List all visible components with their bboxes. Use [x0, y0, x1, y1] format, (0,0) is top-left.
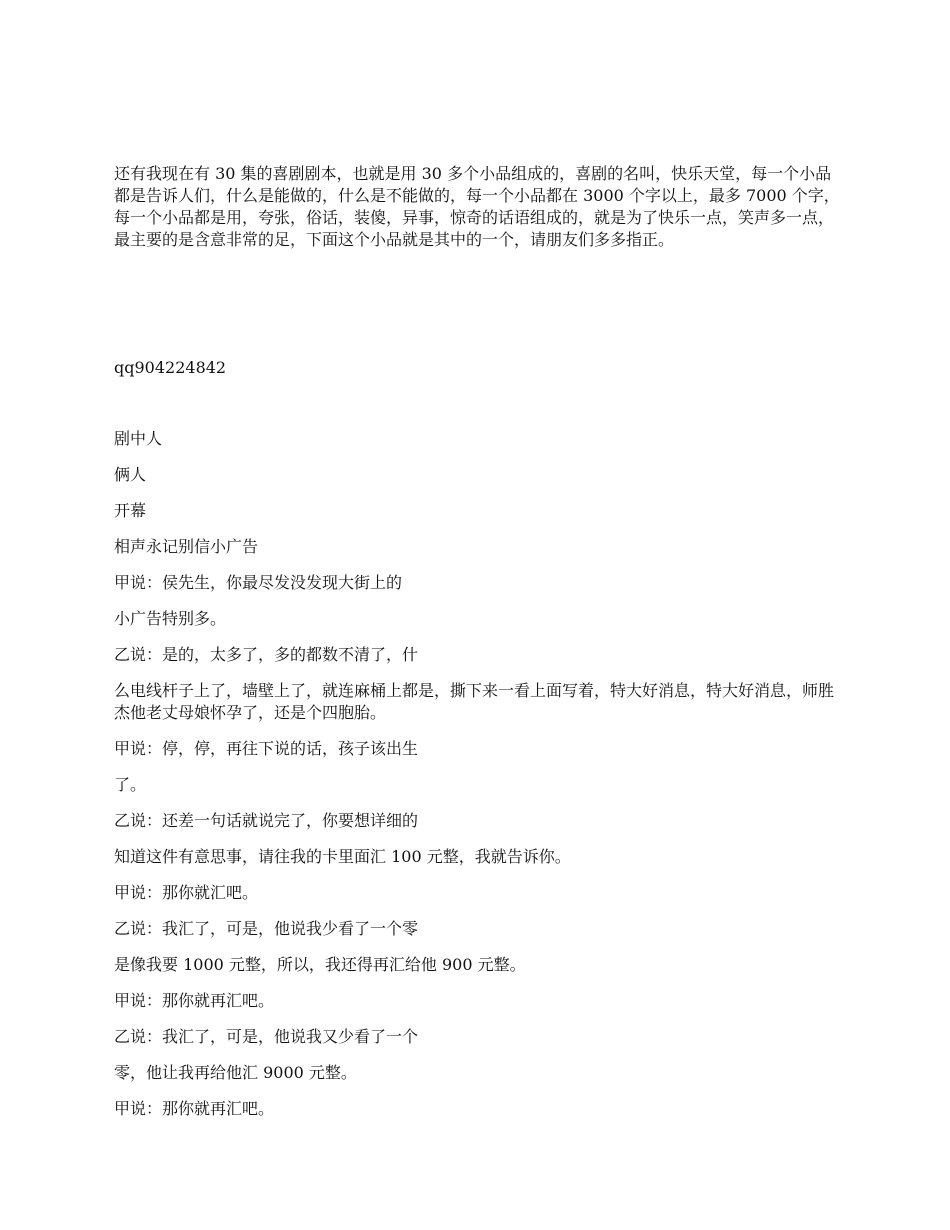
script-line: 甲说：那你就再汇吧。 [114, 1099, 275, 1118]
script-body [114, 428, 844, 1134]
script-line: 相声永记别信小广告 [114, 537, 259, 556]
script-line: 乙说：还差一句话就说完了，你要想详细的 [114, 811, 419, 830]
script-line: 零，他让我再给他汇 9000 元整。 [114, 1063, 357, 1082]
script-line: 了。 [114, 775, 147, 794]
script-line: 小广告特别多。 [114, 609, 227, 628]
script-line: 么电线杆子上了，墙壁上了，就连麻桶上都是，撕下来一看上面写着，特大好消息，特大好消息，师胜杰他老丈母娘怀孕了，还是个四胞胎。 [114, 681, 835, 722]
script-line: 甲说：那你就汇吧。 [114, 883, 259, 902]
script-line: 甲说：那你就再汇吧。 [114, 991, 275, 1010]
script-line: 是像我要 1000 元整，所以，我还得再汇给他 900 元整。 [114, 955, 526, 974]
script-line: 乙说：我汇了，可是，他说我少看了一个零 [114, 919, 419, 938]
intro-paragraph: 还有我现在有 30 集的喜剧剧本，也就是用 30 多个小品组成的，喜剧的名叫，快乐天堂，每一个小品都是告诉人们，什么是能做的，什么是不能做的，每一个小品都在 3000 个字以上，最多 7000 个字，每一个小品都是用，夸张，俗话，装傻，异事，惊奇的话语组成的，就是为了快乐一点，笑声多一点，最主要的是含意非常的足，下面这个小品就是其中的一个，请朋友们多多指正。 [114, 164, 840, 249]
script-line: 开幕 [114, 501, 147, 520]
script-line: 乙说：我汇了，可是，他说我又少看了一个 [114, 1027, 419, 1046]
script-line: 俩人 [114, 465, 147, 484]
script-line: 甲说：停，停，再往下说的话，孩子该出生 [114, 739, 419, 758]
script-line: 知道这件有意思事，请往我的卡里面汇 100 元整，我就告诉你。 [114, 847, 571, 866]
document-page [114, 0, 844, 1230]
script-line: 剧中人 [114, 429, 163, 448]
script-line: 乙说：是的，太多了，多的都数不清了，什 [114, 645, 419, 664]
contact-qq: qq904224842 [114, 358, 227, 377]
script-line: 甲说：侯先生，你最尽发没发现大街上的 [114, 573, 403, 592]
